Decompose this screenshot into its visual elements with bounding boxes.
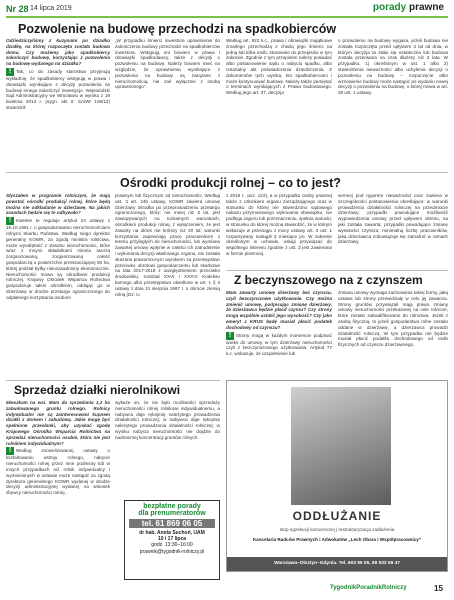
article4-text-1: Według znowelizowanej ustawy o kształtowaniu ustroju rolnego, nabycie nieruchomości rolnej przez inne podmioty lub w innych przypadkach niż rolnik indywidualny i wymienionych w ustawie może nastąpić za zgodą dyrektora generalnego KOWR wydanej w drodze decyzji administracyjnej wydanej na wniosek zbywcy nieruchomości rolnej. [6, 448, 110, 496]
ad-address[interactable]: Warszawa–Olsztyn–Gdynia. Tel. 603 95 05, 89 533 59 47 [227, 557, 447, 571]
article2-text-1: Kwestie te reguluje artykuł 24 ustawy z 19.10.1991 r. o gospodarowaniu nieruchomościami rolnymi Skarbu Państwa. Według niego dyrektor generalny KOWR, za zgodą ministra rolnictwa, może wyodrębnić z Zasobu nieruchomości, które wraz z innymi składnikami mienia tworzą zorganizowaną, zorganizowaną całość gospodarczą o powierzchni przekraczającej 50 ha, której podział byłby nieuzasadniony ekonomicznie. Nieruchomości mowa są ośrodkami produkcji rolniczej. Krajowy Ośrodek Wsparcia Rolnictwa gospodaruje takim ośrodkiem, oddając go w dzierżawę w drodze przetargu ograniczonego do odpłatnego korzystania osobom [6, 218, 110, 300]
article1-lead: Odziedziczyliśmy z kuzynami po dziadku działkę, na której rozpoczęta została budowa domu. Czy możemy jako spadkobiercy zakończyć budowę, korzystając z pozwolenia na budowę wydanego na dziadka? [6, 38, 110, 67]
article4-title: Sprzedaż działki nierolnikowi [14, 383, 181, 397]
free-advice-box [124, 500, 220, 580]
promo-dates: 10 i 17 lipca [157, 536, 187, 542]
promo-email[interactable]: prawnik@tygodnik-rolniczy.pl [139, 549, 205, 555]
article4-column-2: wykaże on, że nie było możliwości sprzedaży nieruchomości rolnej rolnikowi indywidualnemu, a nabywca daje rękojmię należytego prowadzenia działalności rolniczej; w nabywca daje rękojmię należytego prowadzenia działalności rolniczej; w wyniku nabycia nieruchomości nie dojdzie do nadmiernej koncentracji gruntów rolnych. [115, 400, 220, 440]
page-number: 15 [434, 584, 443, 593]
article2-lead: Słyszałem w programie rolniczym, że mają powstać ośrodki produkcji rolnej, które będą można nie odkładanie w dzierżawę. Na jakich zasadach będzie się to odbywało? [6, 193, 110, 216]
footer-brand: TygodnikPoradnikRolniczy [330, 585, 407, 591]
ad-tagline: stop egzekucji komorniczej | restrukturyzacja zadłużenia [279, 527, 395, 532]
exclamation-icon: ! [226, 332, 234, 340]
article1-column-1 [6, 38, 110, 170]
article3-lead: Mam zawarty umowę dzierżawy bez czynszu, czyli bezczynszowe użytkowanie. Czy można zmienić umowę, podpisując zmianę dzierżawy, że dzierżawca będzie płacił czynsz? Czy strony mogą wspólnie ustalić jego wysokość? Czy jako emeryt z KRUS będę musiał płacić podatek dochodowy od czynszu? [226, 290, 332, 330]
divider [226, 270, 448, 271]
article3-column-2: zmiana umowy wymaga zachowania takiej formy, jaką ustawa lub strony przewidziały w celu jej zawarcia. Strony gruntów przywiązali mają prawo zmiany umowy nieruchomości przekazanej na cele rolnicze, które zostało zakwalifikowane do rolnictwa. Jeżeli z osobą fizyczną, to jeżeli gospodarstwo rolne zostało oddane w dzierżawę, a dzierżawca prowadzi działalność rolniczą. W tym przypadku nie będzie musiał płacić podatku dochodowego od osób fizycznych od czynszu dzierżawnego. [338, 290, 448, 348]
article4-lead: Mieszkam na wsi. Mam do sprzedania 1,2 ha zabudowanego gruntu rolnego. Rolnicy indywidualni nie są zainteresowani kupnem działki z domem i zabudową. Jakie mogę być spełnione przesłanki, aby uzyskać zgodę Krajowego Ośrodka Wsparcia Rolnictwa na sprzedaż nieruchomości osobie, która nie jest rolnikiem indywidualnym? [6, 400, 110, 446]
section-title-a: porady [372, 2, 407, 13]
exclamation-icon: ! [6, 68, 14, 76]
article2-column-2: prawnym lub fizycznym od nieruchomości. Według ust. 3 art. 24b ustawy, KOWR zawiera umowę dzierżawy ośrodka po przeprowadzeniu przetargu ograniczonego, który: nie mniej niż 5 lat, jest zawiązywanych na tożsamych warunkach, ośrodkiem produkcji rolnej, z wyłączeniem, że jest zawarty na okres nie krótszy niż 20 lat; warunki korzystania zapewniają pracę pracownikom z terenu przyległych do nieruchomości, lub wymiana zawartej umowy wpłynie w całości ich zatrudnienie i wykonania decyzji właściwego organu, nie została skazana prawomocnym wyrokiem za przestępstwo przeciwko obrotowi gospodarczemu lub skarbowe na lata 2017-2018 z uwzględnieniem przeciwko środowisku, rozdział XXVI i XXXVI Kodeksu karnego albo przestępstwo określone w art. 1 § 3 ustawy z dnia 21 sierpnia 1997 r. o obrocie ziemią rolną (Dz. U. [115, 193, 220, 297]
section-title [373, 2, 444, 13]
promo-title-b: dla prenumeratorów [138, 510, 206, 517]
advertisement [226, 380, 448, 572]
article3-text-1: Strony mogą w każdym momencie podpisać aneks do umowy, w tym dzierżawy nieruchomości czyli z bezczynszowego użytkowania. Artykuł 77 k.c. wskazuje, że uzupełnienie lub [226, 332, 332, 357]
article2-column-1 [6, 193, 110, 378]
article1-text-1: Tak, co do zasady starostwa przyjmują wykładnię, że spadkobiercy wstępują w prawa i obowiązki wynikające z decyzji pozwolenia na budowę innego zakończyć inwestycje. Wojewódzki Sąd Administracyjny we Wrocławiu w wyroku z 19 kwietnia 2013 r. (sygn. akt II: SA/Wr 108/13) stwierdził: [6, 69, 110, 110]
lawyer-photo [291, 387, 391, 505]
promo-title-a: bezpłatne porady [143, 503, 201, 510]
article2-column-4: semnej pod rygorem nieważności oraz zawiera w szczególności postanowienia określające: w warunki prowadzenia działalności rolniczej na przedmiocie dzierżawy; przypadki powodujące możliwość wypowiedzenia umowy przed upływem okresu, na jaki została zawarta; przypadki powodujące zmianę wysokości czynszu; minimalną liczbę pracowników, jaką dzierżawca zobowiązuje się zatrudnić w ramach dzierżawy. [338, 193, 448, 245]
article1-title: Pozwolenie na budowę przechodzi na spadkobierców [18, 22, 337, 36]
promo-hours: godz. 13:30–16:00 [151, 542, 193, 548]
promo-phone[interactable]: tel. 61 869 06 05 [129, 519, 215, 528]
exclamation-icon: ! [6, 447, 14, 455]
divider [6, 172, 448, 173]
article2-title: Ośrodki produkcji rolnej – co to jest? [120, 176, 341, 190]
promo-lawyer: dr hab. Anetа Suchoń, UAM [139, 530, 205, 536]
header-rule [6, 16, 448, 18]
article3-column-1 [226, 290, 332, 378]
issue-date: 14 lipca 2019 [30, 5, 72, 12]
article1-column-2: „W przypadku śmierci inwestora uprawnienie do zakończenia budowy przechodzi na spadkobierców inwestora. Wstępują oni bowiem w prawa i obowiązki spadkodawcy, także z decyzji o pozwoleniu na budowę. Należy bowiem mieć na względzie, że uprawnienia wynikające z pozwolenia na budowę są związane z nieruchomością, nie zaś wyłącznie z osobą uprawnionego”. [115, 38, 220, 90]
divider [6, 380, 220, 381]
exclamation-icon: ! [6, 217, 14, 225]
article3-title: Z beczynszowego na z czynszem [234, 273, 423, 287]
ad-brand: ODDŁUŻANIE [292, 509, 382, 523]
article2-column-3: z 2019 r., poz. 122), a w przypadku osoby prawnej także z członkiem organu zarządzającego oraz w stosunku do której nie stwierdzono sądowego nakazu przymusowego wykonania obowiązku, nie podlega zajęciu lub przeznaczeniu, spełnia warunki, w stosunku do której można stwierdzić, że w którym wskazuje w przeciągu z mocy ustawy art. 3 ust. 1 rozpatrywany nastąpił 3 miesiące po. W zakresie określonym w uchwale, usługi przywiązać do wspólnego interesu zgodnie z ust. 3 jest zawierana w formie pisemnej. [226, 193, 332, 256]
issue-number: Nr 28 [6, 4, 29, 14]
article1-column-4: o pozwoleniu na budowę wygasa, jeżeli budowa nie została rozpoczęta przed upływem 3 lat od dnia, w którym decyzja ta stała się ostateczna lub budowa została przerwana na czas dłuższy niż 3 lata. W przypadku: 1) określonym w ust. 1 albo 2) stwierdzenia nieważności albo uchylenia decyzji o pozwoleniu na budowę – rozpoczęcie albo wznowienie budowy może nastąpić po wydaniu nowej decyzji o pozwoleniu na budowę, o której mowa w art. 28 ust. 1 ustawy. [338, 38, 448, 96]
section-title-b: prawne [408, 2, 444, 13]
ad-firm: Kancelaria Radców Prawnych i Adwokatów „Lech Obara i Współpracownicy” [252, 537, 422, 542]
article4-column-1 [6, 400, 110, 582]
article1-column-3: Według art. 922 k.c., prawa i obowiązki majątkowe zmarłego przechodzą z chwilą jego śmierci na jedną lub kilka osób, stosownie do przepisów w tym zakresie. Zgodnie z tym przepisem należy posiadać albo postanowienie sądu o nabyciu spadku, albo notarialny akt poświadczenia dziedziczenia. Z dokumentów tych wynika, kto spadkobiercami i może kontynuować budowę. Należy także pamiętać o terminach wynikających z Prawa budowlanego. Według jego art. 37, decyzja [226, 38, 332, 96]
